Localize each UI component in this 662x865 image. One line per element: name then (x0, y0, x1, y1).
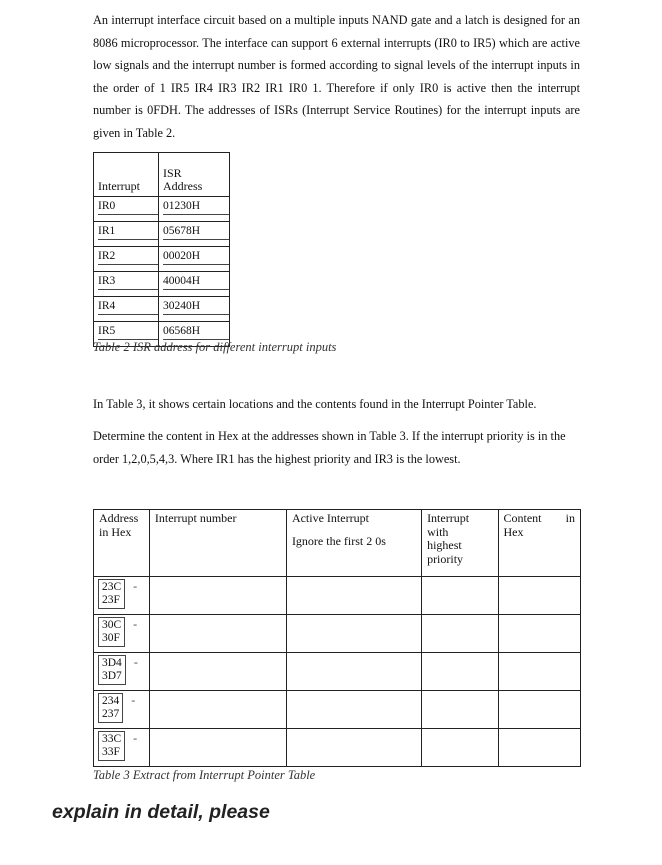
ivt-content-hex-cell (498, 729, 580, 767)
ivt-table-row (94, 729, 581, 767)
isr-interrupt-cell: IR3 (94, 272, 159, 297)
isr-table-row (94, 197, 230, 222)
ivt-address-cell (94, 577, 150, 615)
ivt-active-interrupt-cell (286, 691, 421, 729)
range-dash: - (133, 579, 138, 593)
isr-address-cell: 06568H (159, 322, 230, 347)
isr-interrupt-cell: IR0 (94, 197, 159, 222)
ivt-content-hex-cell (498, 691, 580, 729)
ivt-table-row (94, 577, 581, 615)
table3-intro-paragraph: In Table 3, it shows certain locations and the contents found in the Interrupt Pointer Table. (93, 397, 537, 411)
ivt-active-interrupt-cell (286, 615, 421, 653)
ivt-table-row (94, 653, 581, 691)
isr-address-cell: 30240H (159, 297, 230, 322)
ivt-highest-priority-cell (422, 691, 498, 729)
ivt-highest-priority-cell (422, 577, 498, 615)
isr-table-row (94, 222, 230, 247)
isr-table-row (94, 297, 230, 322)
ivt-interrupt-number-cell (149, 691, 286, 729)
table2-caption: Table 2 ISR address for different interrupt inputs (93, 340, 337, 354)
isr-address-cell: 40004H (159, 272, 230, 297)
ivt-active-interrupt-cell (286, 653, 421, 691)
user-request-text: explain in detail, please (52, 801, 270, 823)
isr-interrupt-cell: IR1 (94, 222, 159, 247)
range-dash: - (133, 731, 138, 745)
isr-table-row (94, 247, 230, 272)
ivt-table-row (94, 691, 581, 729)
table3-caption: Table 3 Extract from Interrupt Pointer Table (93, 768, 316, 782)
header-active-interrupt: Active Interrupt Ignore the first 2 0s (286, 510, 421, 577)
ivt-highest-priority-cell (422, 729, 498, 767)
address-range: 23C 23F (98, 579, 125, 609)
ivt-table-header-row (94, 510, 581, 577)
range-dash: - (131, 693, 136, 707)
header-interrupt-number: Interrupt number (149, 510, 286, 577)
ivt-address-cell (94, 729, 150, 767)
ivt-address-cell (94, 653, 150, 691)
interrupt-pointer-table (93, 509, 581, 767)
isr-interrupt-cell: IR2 (94, 247, 159, 272)
ivt-interrupt-number-cell (149, 577, 286, 615)
ivt-address-cell (94, 615, 150, 653)
ivt-table-row (94, 615, 581, 653)
ivt-active-interrupt-cell (286, 577, 421, 615)
isr-interrupt-cell: IR5 (94, 322, 159, 347)
ivt-address-cell (94, 691, 150, 729)
question-paragraph: Determine the content in Hex at the addresses shown in Table 3. If the interrupt priority is in the order 1,2,0,5,4,3. Where IR1 has the highest priority and IR3 is the lowest. (93, 429, 566, 466)
isr-address-cell: 00020H (159, 247, 230, 272)
header-highest-priority: Interrupt with highest priority (422, 510, 498, 577)
address-range: 234 237 (98, 693, 123, 723)
range-dash: - (133, 655, 138, 669)
ivt-interrupt-number-cell (149, 729, 286, 767)
address-range: 3D4 3D7 (98, 655, 126, 685)
isr-interrupt-cell: IR4 (94, 297, 159, 322)
ivt-content-hex-cell (498, 653, 580, 691)
ivt-content-hex-cell (498, 577, 580, 615)
ivt-interrupt-number-cell (149, 653, 286, 691)
header-content-in-hex: Content in Hex (498, 510, 580, 577)
isr-address-table (93, 152, 230, 347)
ivt-active-interrupt-cell (286, 729, 421, 767)
isr-table-header-row (94, 153, 230, 197)
address-range: 33C 33F (98, 731, 125, 761)
header-address: Address in Hex (94, 510, 150, 577)
range-dash: - (133, 617, 138, 631)
address-range: 30C 30F (98, 617, 125, 647)
intro-paragraph: An interrupt interface circuit based on a multiple inputs NAND gate and a latch is designed for an 8086 microprocessor. The interface can support 6 external interrupts (IR0 to IR5) which are active low signals and the interrupt number is formed according to signal levels of the interrupt inputs in the order of 1 IR5 IR4 IR3 IR2 IR1 IR0 1. Therefore if only IR0 is active then the interrupt number is 0FDH. The addresses of ISRs (Interrupt Service Routines) for the interrupt inputs are given in Table 2. (93, 13, 580, 140)
header-isr-address: ISR Address (159, 153, 230, 197)
isr-address-cell: 01230H (159, 197, 230, 222)
ivt-highest-priority-cell (422, 653, 498, 691)
header-interrupt: Interrupt (94, 153, 159, 197)
isr-address-cell: 05678H (159, 222, 230, 247)
isr-table-row (94, 272, 230, 297)
ivt-content-hex-cell (498, 615, 580, 653)
ivt-interrupt-number-cell (149, 615, 286, 653)
ivt-highest-priority-cell (422, 615, 498, 653)
